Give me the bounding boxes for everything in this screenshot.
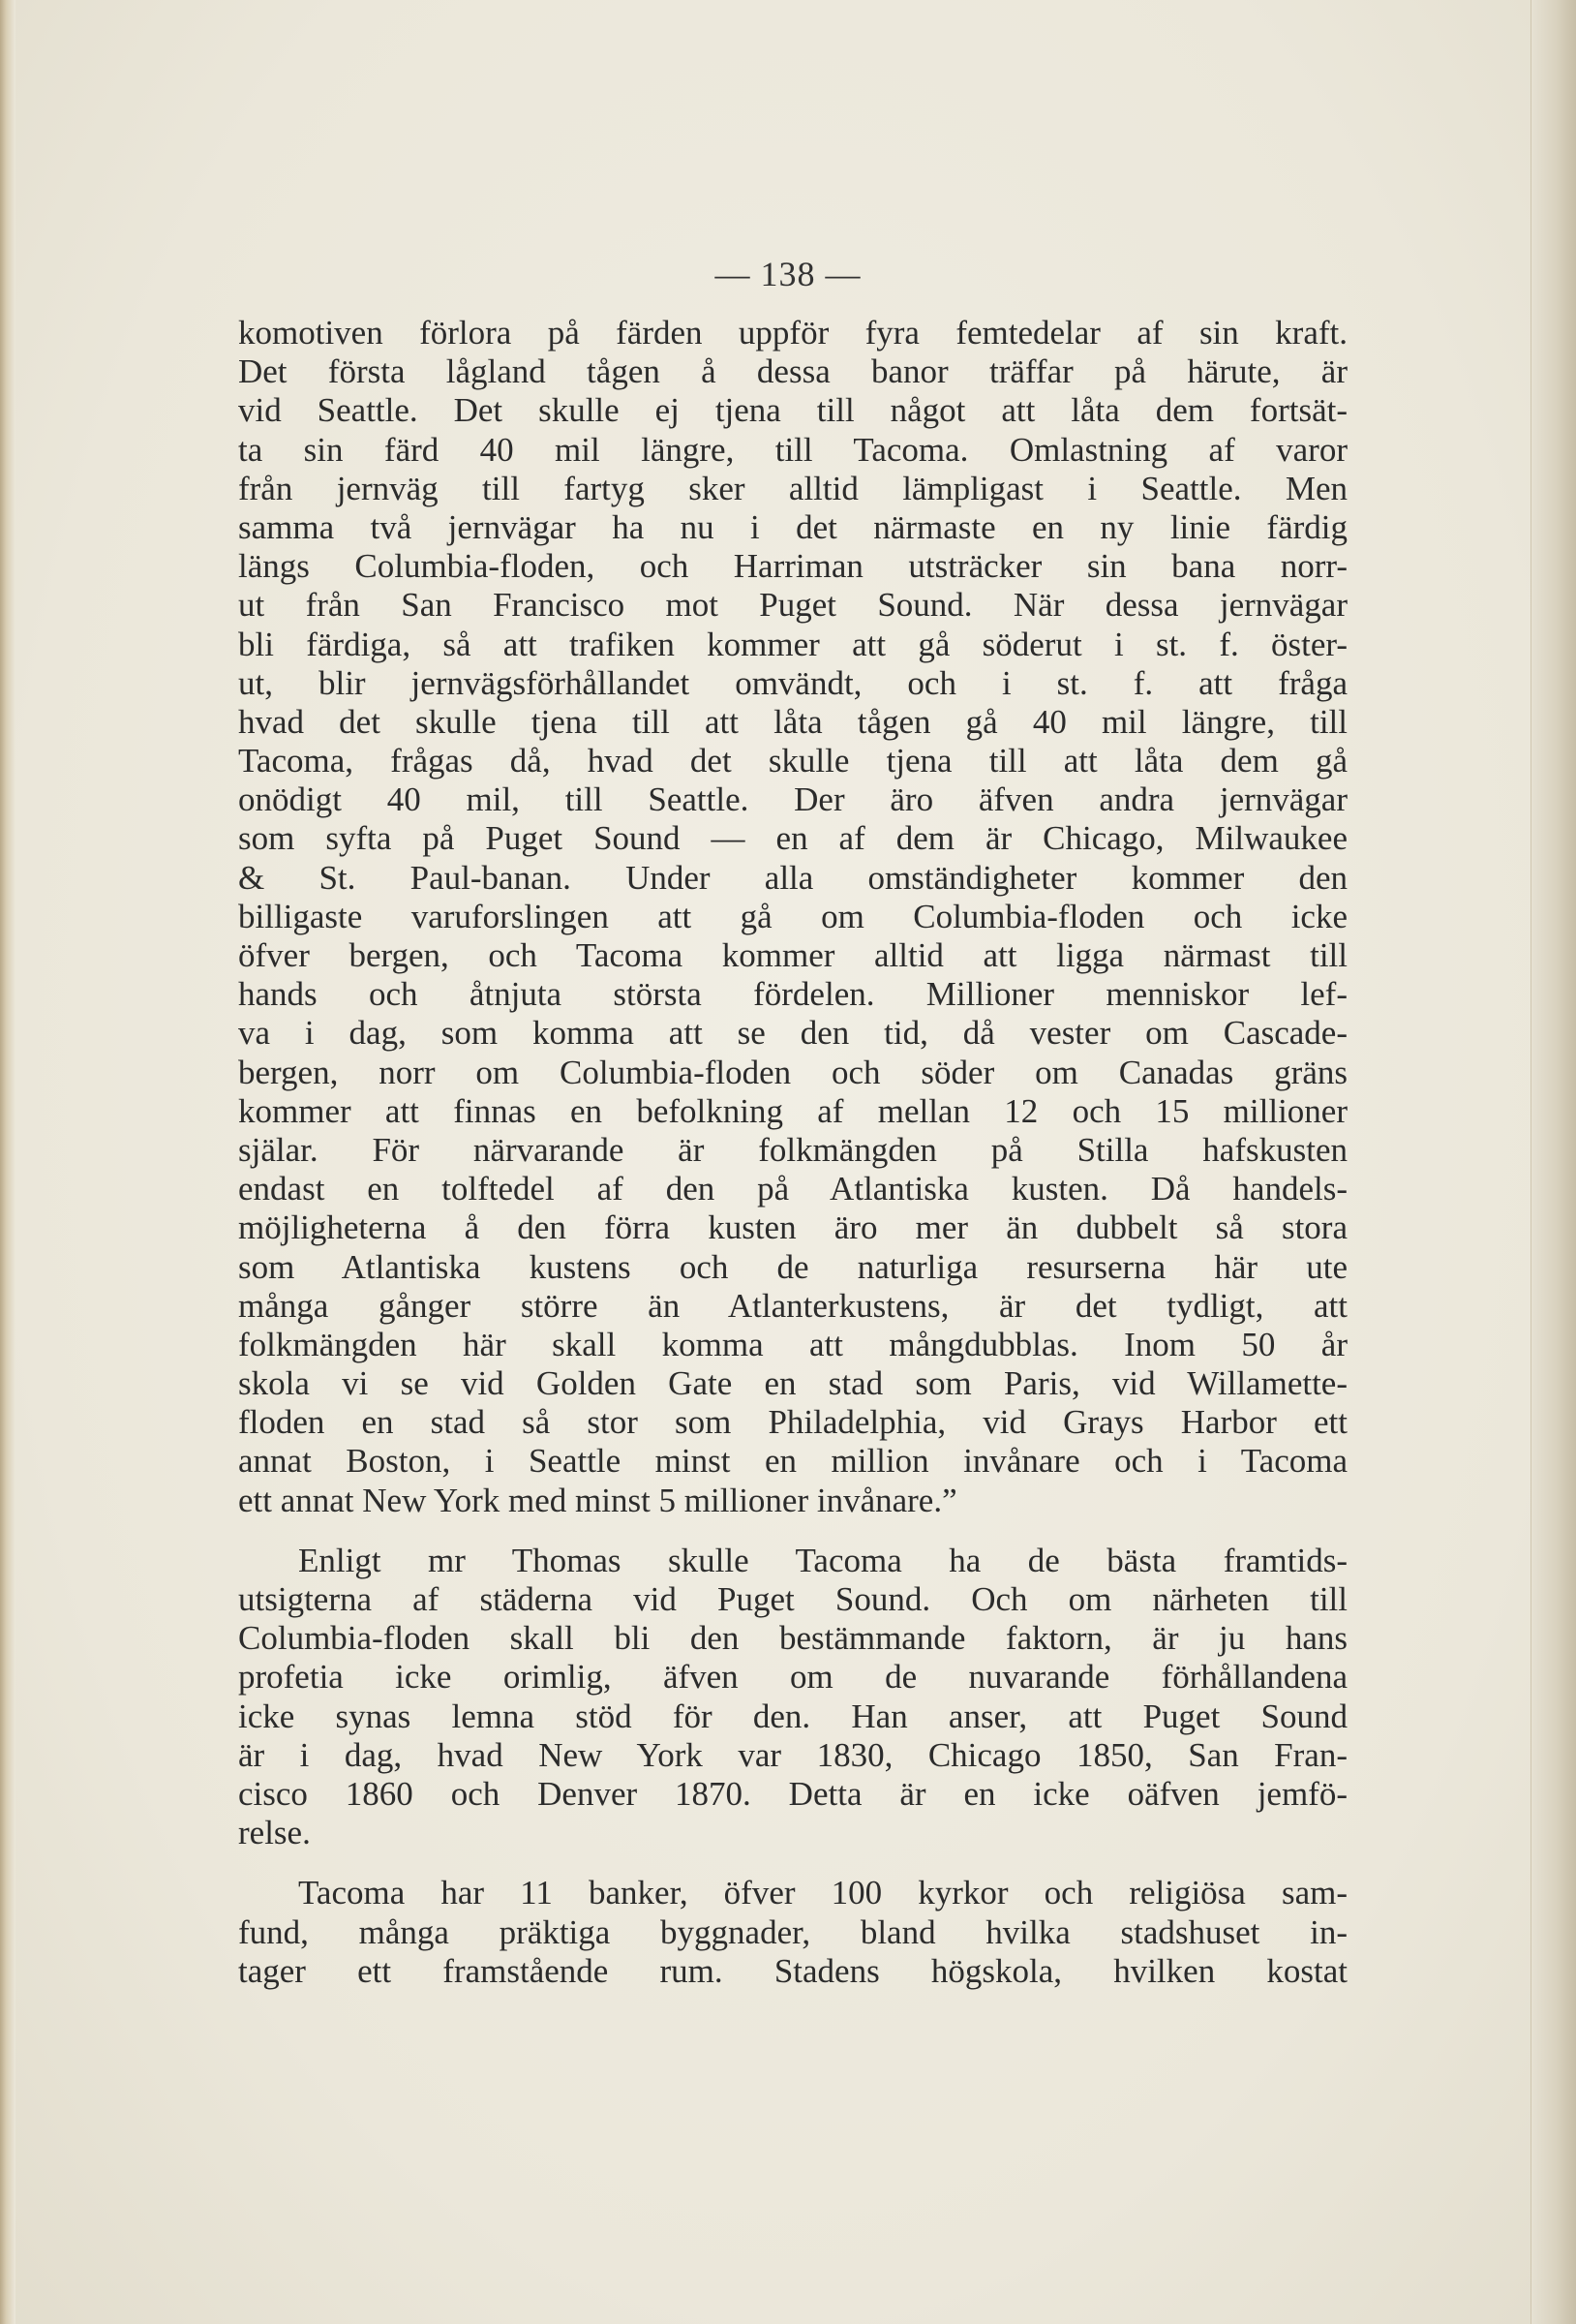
text-line: & St. Paul-banan. Under alla omständigheter kommer den xyxy=(238,858,1348,897)
text-line: öfver bergen, och Tacoma kommer alltid att ligga närmast till xyxy=(238,936,1348,974)
text-line: möjligheterna å den förra kusten äro mer än dubbelt så stora xyxy=(238,1208,1348,1247)
text-line: endast en tolftedel af den på Atlantiska kusten. Då handels- xyxy=(238,1170,1348,1208)
text-line: ta sin färd 40 mil längre, till Tacoma. Omlastning af varor xyxy=(238,430,1348,469)
text-line: ut från San Francisco mot Puget Sound. När dessa jernvägar xyxy=(238,586,1348,625)
text-line: är i dag, hvad New York var 1830, Chicago 1850, San Fran- xyxy=(238,1735,1348,1774)
text-line: floden en stad så stor som Philadelphia, vid Grays Harbor ett xyxy=(238,1403,1348,1442)
text-line: kommer att finnas en befolkning af mellan 12 och 15 millioner xyxy=(238,1091,1348,1130)
text-line: Det första lågland tågen å dessa banor träffar på härute, är xyxy=(238,352,1348,391)
text-line: många gånger större än Atlanterkustens, är det tydligt, att xyxy=(238,1286,1348,1325)
text-line: Columbia-floden skall bli den bestämmande faktorn, är ju hans xyxy=(238,1619,1348,1658)
text-line: icke synas lemna stöd för den. Han anser, att Puget Sound xyxy=(238,1697,1348,1735)
text-line: billigaste varuforslingen att gå om Columbia-floden och icke xyxy=(238,897,1348,935)
paragraph xyxy=(238,1874,1348,1991)
text-line: bli färdiga, så att trafiken kommer att gå söderut i st. f. öster- xyxy=(238,625,1348,663)
text-line: hands och åtnjuta största fördelen. Millioner menniskor lef- xyxy=(238,975,1348,1014)
text-line: relse. xyxy=(238,1814,311,1852)
text-line: onödigt 40 mil, till Seattle. Der äro äfven andra jernvägar xyxy=(238,780,1348,819)
page-binding-edge xyxy=(0,0,15,2324)
text-line: skola vi se vid Golden Gate en stad som Paris, vid Willamette- xyxy=(238,1364,1348,1403)
text-line: längs Columbia-floden, och Harriman utsträcker sin bana norr- xyxy=(238,547,1348,586)
text-line: va i dag, som komma att se den tid, då vester om Cascade- xyxy=(238,1014,1348,1053)
text-line: samma två jernvägar ha nu i det närmaste en ny linie färdig xyxy=(238,507,1348,546)
text-line: Tacoma, frågas då, hvad det skulle tjena till att låta dem gå xyxy=(238,742,1348,780)
text-line: själar. För närvarande är folkmängden på Stilla hafskusten xyxy=(238,1130,1348,1169)
text-line: som syfta på Puget Sound — en af dem är Chicago, Milwaukee xyxy=(238,819,1348,858)
text-line: folkmängden här skall komma att mångdubblas. Inom 50 år xyxy=(238,1325,1348,1363)
text-line: hvad det skulle tjena till att låta tågen gå 40 mil längre, till xyxy=(238,702,1348,741)
text-line: ut, blir jernvägsförhållandet omvändt, och i st. f. att fråga xyxy=(238,663,1348,702)
text-line: tager ett framstående rum. Stadens högskola, hvilken kostat xyxy=(238,1951,1348,1990)
text-line: komotiven förlora på färden uppför fyra femtedelar af sin kraft. xyxy=(238,314,1348,352)
text-line: annat Boston, i Seattle minst en million invånare och i Tacoma xyxy=(238,1442,1348,1481)
text-line: Tacoma har 11 banker, öfver 100 kyrkor och religiösa sam- xyxy=(298,1874,1348,1912)
text-line: Enligt mr Thomas skulle Tacoma ha de bästa framtids- xyxy=(298,1541,1348,1579)
paragraph xyxy=(238,1542,1348,1853)
paragraph xyxy=(238,314,1348,1520)
page-number: — 138 — xyxy=(714,255,862,293)
text-line: utsigterna af städerna vid Puget Sound. Och om närheten till xyxy=(238,1580,1348,1618)
text-line: fund, många präktiga byggnader, bland hvilka stadshuset in- xyxy=(238,1912,1348,1951)
text-line: vid Seattle. Det skulle ej tjena till något att låta dem fortsät- xyxy=(238,391,1348,430)
text-line: bergen, norr om Columbia-floden och söder om Canadas gräns xyxy=(238,1053,1348,1091)
text-line: som Atlantiska kustens och de naturliga resurserna här ute xyxy=(238,1247,1348,1286)
text-line: profetia icke orimlig, äfven om de nuvarande förhållandena xyxy=(238,1658,1348,1697)
text-line: från jernväg till fartyg sker alltid lämpligast i Seattle. Men xyxy=(238,469,1348,507)
text-line: cisco 1860 och Denver 1870. Detta är en icke oäfven jemfö- xyxy=(238,1774,1348,1813)
text-line: ett annat New York med minst 5 millioner invånare.” xyxy=(238,1481,957,1519)
page-right-edge xyxy=(1531,0,1576,2324)
body-text xyxy=(238,314,1348,1991)
